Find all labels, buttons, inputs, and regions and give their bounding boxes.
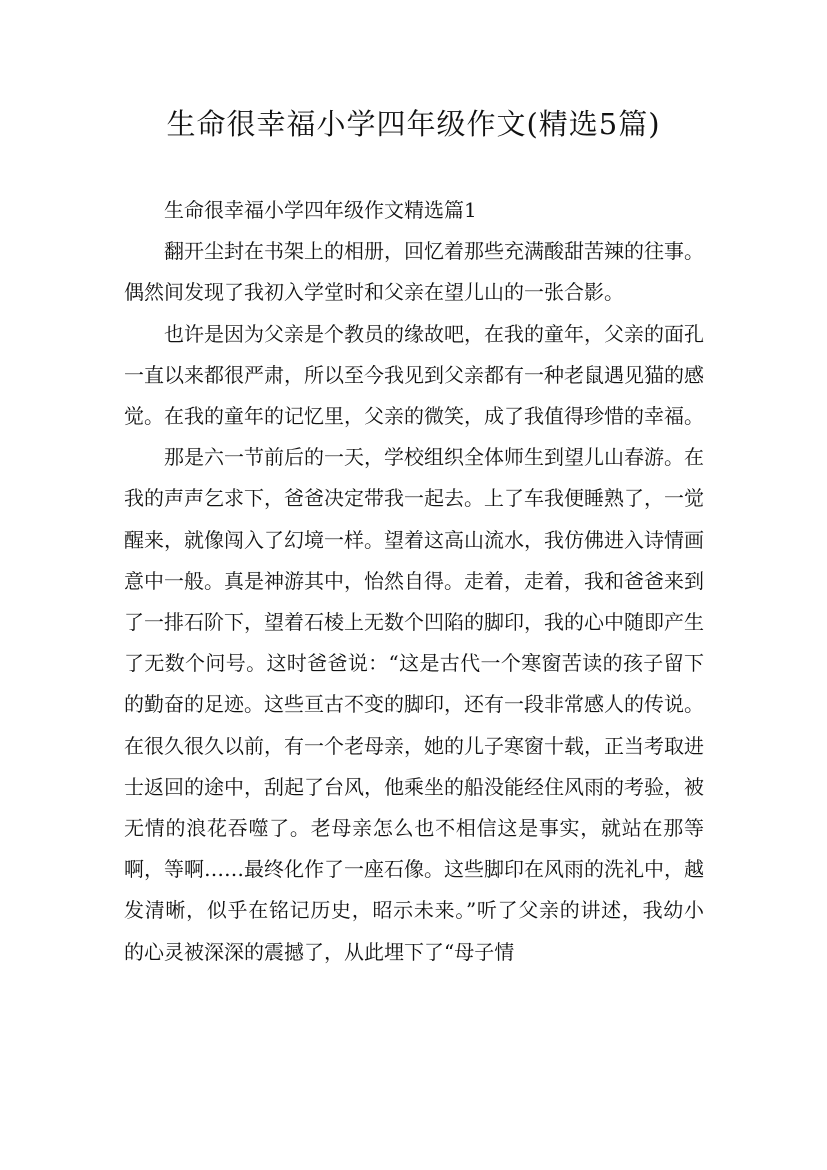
document-body: [124, 190, 704, 973]
document-title: 生命很幸福小学四年级作文(精选5篇): [166, 107, 661, 141]
paragraph-1: 翻开尘封在书架上的相册，回忆着那些充满酸甜苦辣的往事。偶然间发现了我初入学堂时和父亲在望儿山的一张合影。: [124, 239, 704, 305]
paragraph-2: 也许是因为父亲是个教员的缘故吧，在我的童年，父亲的面孔一直以来都很严肃，所以至今我见到父亲都有一种老鼠遇见猫的感觉。在我的童年的记忆里，父亲的微笑，成了我值得珍惜的幸福。: [124, 321, 704, 429]
paragraph-3: 那是六一节前后的一天，学校组织全体师生到望儿山春游。在我的声声乞求下，爸爸决定带我一起去。上了车我便睡熟了，一觉醒来，就像闯入了幻境一样。望着这高山流水，我仿佛进入诗情画意中一般。真是神游其中，怡然自得。走着，走着，我和爸爸来到了一排石阶下，望着石棱上无数个凹陷的脚印，我的心中随即产生了无数个问号。这时爸爸说：“这是古代一个寒窗苦读的孩子留下的勤奋的足迹。这些亘古不变的脚印，还有一段非常感人的传说。在很久很久以前，有一个老母亲，她的儿子寒窗十载，正当考取进士返回的途中，刮起了台风，他乘坐的船没能经住风雨的考验，被无情的浪花吞噬了。老母亲怎么也不相信这是事实，就站在那等啊，等啊……最终化作了一座石像。这些脚印在风雨的洗礼中，越发清晰，似乎在铭记历史，昭示未来。”听了父亲的讲述，我幼小的心灵被深深的震撼了，从此埋下了“母子情: [124, 445, 704, 964]
section-heading: 生命很幸福小学四年级作文精选篇1: [164, 198, 477, 222]
